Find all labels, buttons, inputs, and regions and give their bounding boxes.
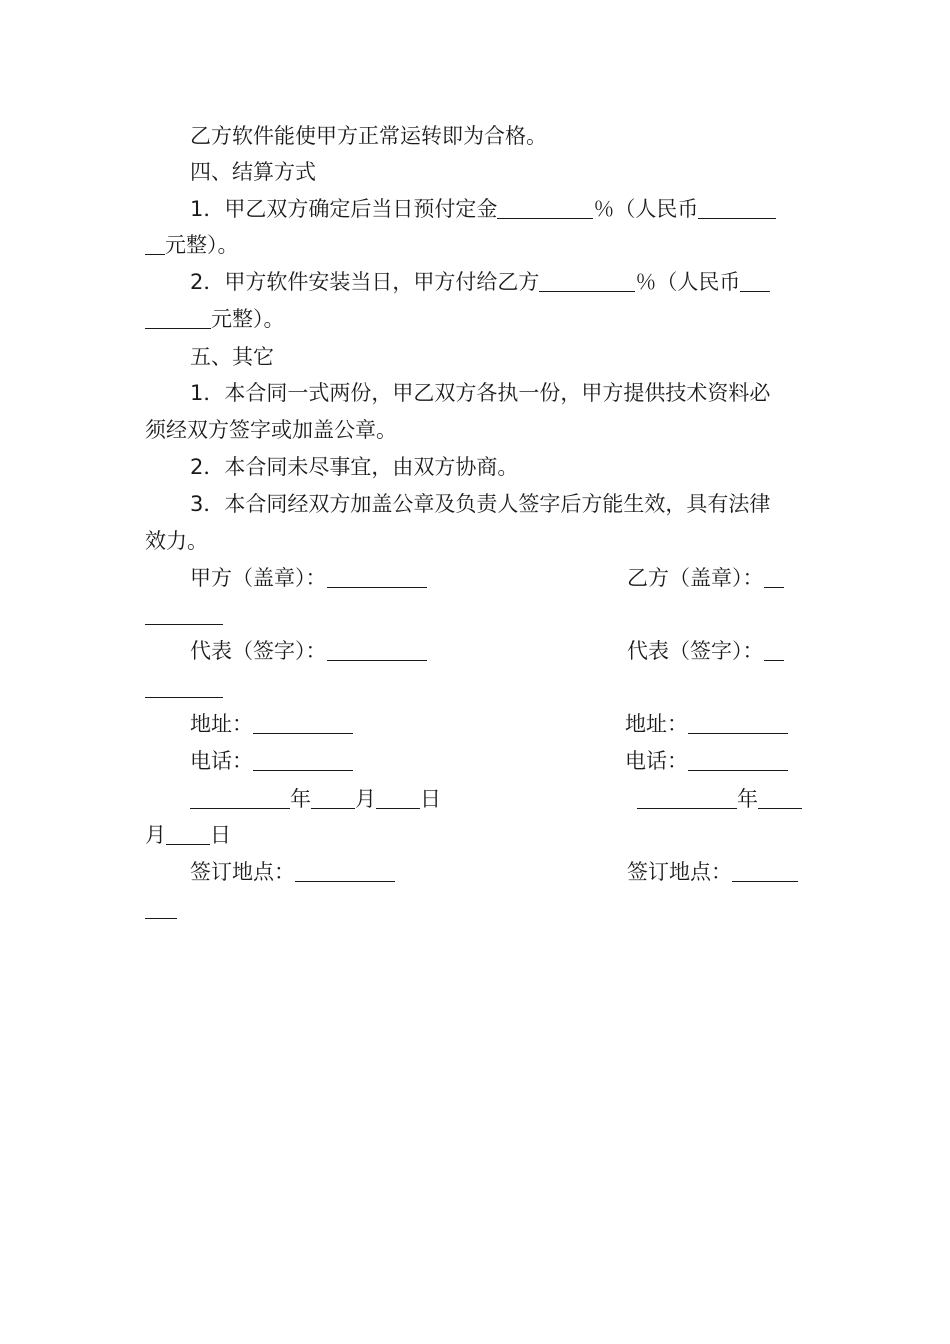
address-a-label: 地址： [190,712,253,736]
party-a-seal-label: 甲方（盖章）： [190,566,327,590]
phone-a-line [190,743,353,779]
install-amount-blank-part2[interactable] [145,308,211,329]
install-rmb-text: ％（人民币 [635,270,741,294]
date-b-month-blank[interactable] [758,788,802,809]
install-payment-text: 2．甲方软件安装当日，甲方付给乙方 [190,270,540,294]
deposit-amount-blank-part2[interactable] [145,234,165,255]
date-a-day-label: 日 [420,787,441,811]
phone-b-blank[interactable] [688,750,788,771]
address-b-line [625,706,788,742]
place-b-line [627,854,798,890]
date-b-day-blank[interactable] [166,824,210,845]
section4-heading-text: 四、结算方式 [190,160,316,184]
place-a-label: 签订地点： [190,860,295,884]
phone-a-label: 电话： [190,749,253,773]
install-percent-blank[interactable] [539,271,635,292]
negotiation-text: 2．本合同未尽事宜，由双方协商。 [190,455,519,479]
party-b-seal-line [627,560,784,596]
section4-heading [190,154,316,190]
section5-item1-line1 [190,375,770,411]
rep-b-continuation [145,670,223,706]
party-a-seal-blank[interactable] [327,567,427,588]
install-yuan-text: 元整）。 [211,307,285,331]
effectiveness-text-part1: 3．本合同经双方加盖公章及负责人签字后方能生效，具有法律 [190,492,771,516]
rep-b-blank-part2[interactable] [145,677,223,698]
place-a-blank[interactable] [295,861,395,882]
date-a-year-label: 年 [290,787,311,811]
section4-item1-line1 [190,191,776,227]
date-b-month-label: 月 [145,823,166,847]
rep-a-line [190,633,427,669]
install-amount-blank-part1[interactable] [740,271,770,292]
address-b-label: 地址： [625,712,688,736]
rep-b-line [627,633,784,669]
place-a-line [190,854,395,890]
date-b-line [637,781,802,817]
address-a-line [190,706,353,742]
section4-item2-line2 [145,301,285,337]
section5-item2 [190,449,518,485]
rep-a-blank[interactable] [327,640,427,661]
effectiveness-text-part2: 效力。 [145,529,208,553]
date-a-day-blank[interactable] [376,788,420,809]
rep-b-label: 代表（签字）： [627,639,764,663]
place-b-blank-part1[interactable] [732,861,798,882]
section5-heading-text: 五、其它 [190,345,274,369]
section4-item2-line1 [190,264,770,300]
rep-b-blank-part1[interactable] [764,640,784,661]
address-a-blank[interactable] [253,713,353,734]
date-b-year-blank[interactable] [637,788,737,809]
place-b-continuation [145,891,177,927]
date-b-day-label: 日 [210,823,231,847]
deposit-rmb-text: ％（人民币 [593,197,699,221]
party-b-seal-blank-part2[interactable] [145,604,223,625]
section5-item1-line2 [145,412,397,448]
section4-item1-line2 [145,227,239,263]
address-b-blank[interactable] [688,713,788,734]
party-b-seal-continuation [145,597,223,633]
date-b-year-label: 年 [737,787,758,811]
party-b-seal-blank-part1[interactable] [764,567,784,588]
date-a-month-blank[interactable] [311,788,355,809]
section5-item3-line2 [145,523,208,559]
copies-text-part1: 1．本合同一式两份，甲乙双方各执一份，甲方提供技术资料必 [190,381,771,405]
rep-a-label: 代表（签字）： [190,639,327,663]
section3-closing-text: 乙方软件能使甲方正常运转即为合格。 [190,124,547,148]
phone-b-line [625,743,788,779]
date-a-year-blank[interactable] [190,788,290,809]
phone-b-label: 电话： [625,749,688,773]
section5-item3-line1 [190,486,770,522]
deposit-percent-blank[interactable] [497,198,593,219]
deposit-text: 1．甲乙双方确定后当日预付定金 [190,197,498,221]
party-a-seal-line [190,560,427,596]
date-a-month-label: 月 [355,787,376,811]
place-b-blank-part2[interactable] [145,898,177,919]
date-a-line [190,781,441,817]
section5-heading [190,339,274,375]
party-b-seal-label: 乙方（盖章）： [627,566,764,590]
copies-text-part2: 须经双方签字或加盖公章。 [145,418,397,442]
date-b-continuation [145,817,231,853]
place-b-label: 签订地点： [627,860,732,884]
phone-a-blank[interactable] [253,750,353,771]
deposit-amount-blank-part1[interactable] [698,198,776,219]
section3-closing-line [190,118,547,154]
deposit-yuan-text: 元整）。 [165,233,239,257]
